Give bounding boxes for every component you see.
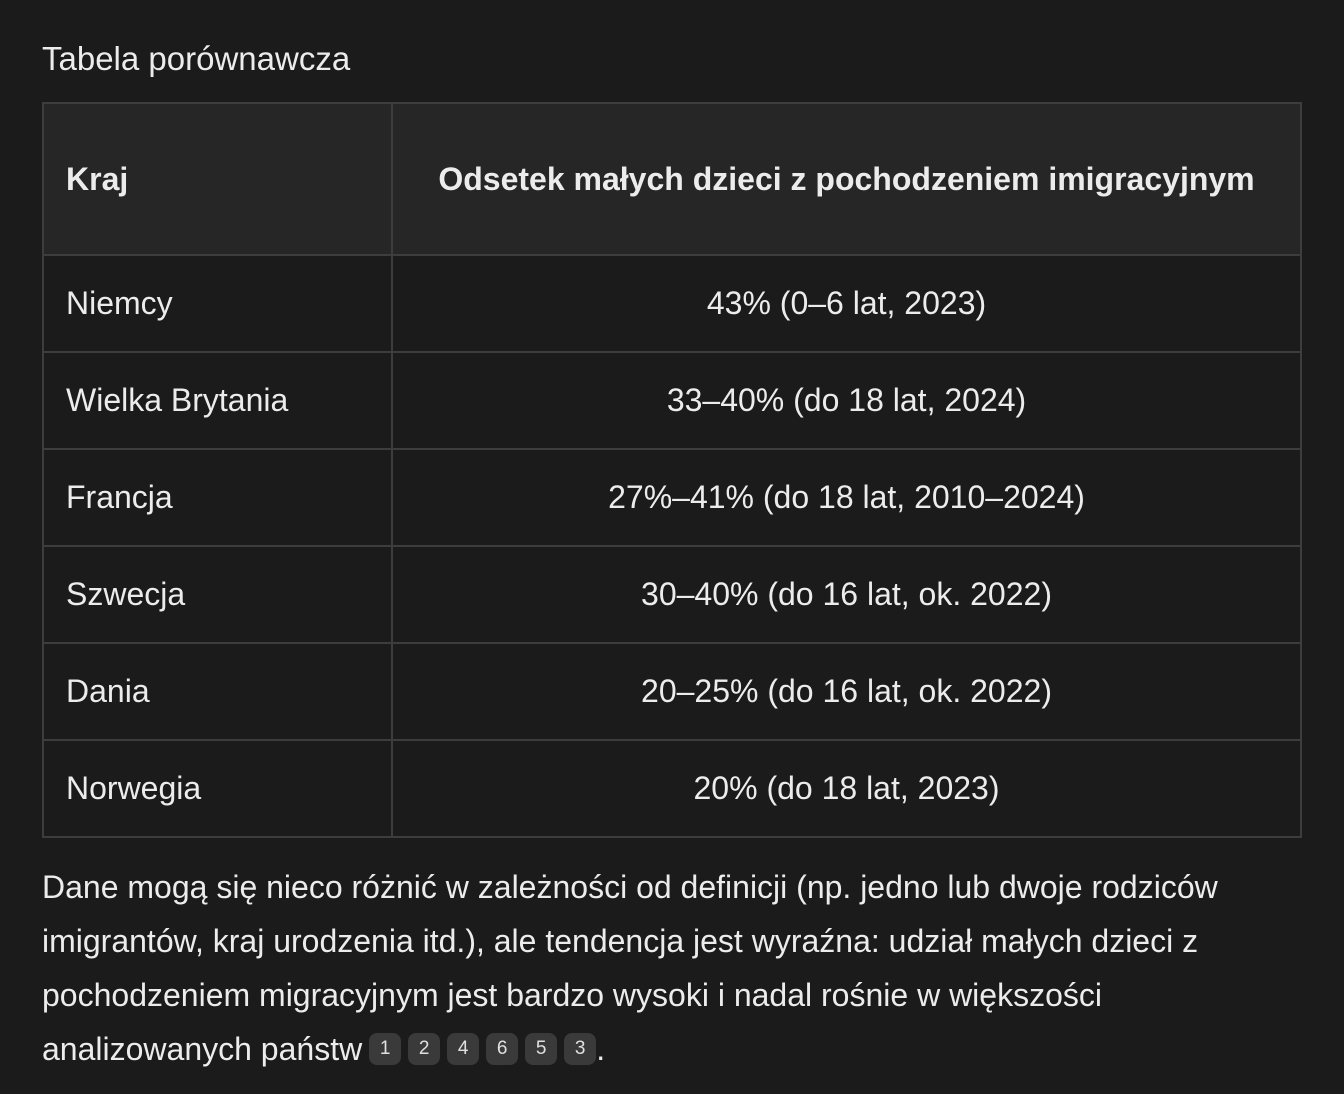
cell-country: Francja: [43, 449, 392, 546]
cell-percentage: 33–40% (do 18 lat, 2024): [392, 352, 1301, 449]
citation-badge[interactable]: 3: [564, 1033, 596, 1065]
table-row: [43, 352, 1301, 449]
table-row: [43, 255, 1301, 352]
header-country: Kraj: [43, 103, 392, 255]
section-title: Tabela porównawcza: [42, 40, 351, 77]
citation-badge[interactable]: 4: [447, 1033, 479, 1065]
citation-badge[interactable]: 1: [369, 1033, 401, 1065]
cell-percentage: 43% (0–6 lat, 2023): [392, 255, 1301, 352]
cell-country: Wielka Brytania: [43, 352, 392, 449]
citation-badge[interactable]: 2: [408, 1033, 440, 1065]
cell-percentage: 20% (do 18 lat, 2023): [392, 740, 1301, 837]
table-row: [43, 643, 1301, 740]
citation-badge[interactable]: 5: [525, 1033, 557, 1065]
citation-badge[interactable]: 6: [486, 1033, 518, 1065]
cell-country: Niemcy: [43, 255, 392, 352]
table-header-row: [43, 103, 1301, 255]
table-row: [43, 546, 1301, 643]
summary-paragraph: [42, 860, 1302, 1076]
cell-country: Szwecja: [43, 546, 392, 643]
summary-end: .: [596, 1031, 606, 1067]
summary-text: Dane mogą się nieco różnić w zależności od definicji (np. jedno lub dwoje rodziców imigrantów, kraj urodzenia itd.), ale tendencja jest wyraźna: udział małych dzieci z pochodzeniem migracyjnym jest bardzo wysoki i nadal rośnie w większości analizowanych państw: [42, 869, 1218, 1067]
cell-percentage: 20–25% (do 16 lat, ok. 2022): [392, 643, 1301, 740]
comparison-table: [42, 102, 1302, 838]
table-row: [43, 740, 1301, 837]
cell-percentage: 27%–41% (do 18 lat, 2010–2024): [392, 449, 1301, 546]
cell-country: Dania: [43, 643, 392, 740]
header-percentage: Odsetek małych dzieci z pochodzeniem imigracyjnym: [392, 103, 1301, 255]
table-row: [43, 449, 1301, 546]
cell-country: Norwegia: [43, 740, 392, 837]
cell-percentage: 30–40% (do 16 lat, ok. 2022): [392, 546, 1301, 643]
